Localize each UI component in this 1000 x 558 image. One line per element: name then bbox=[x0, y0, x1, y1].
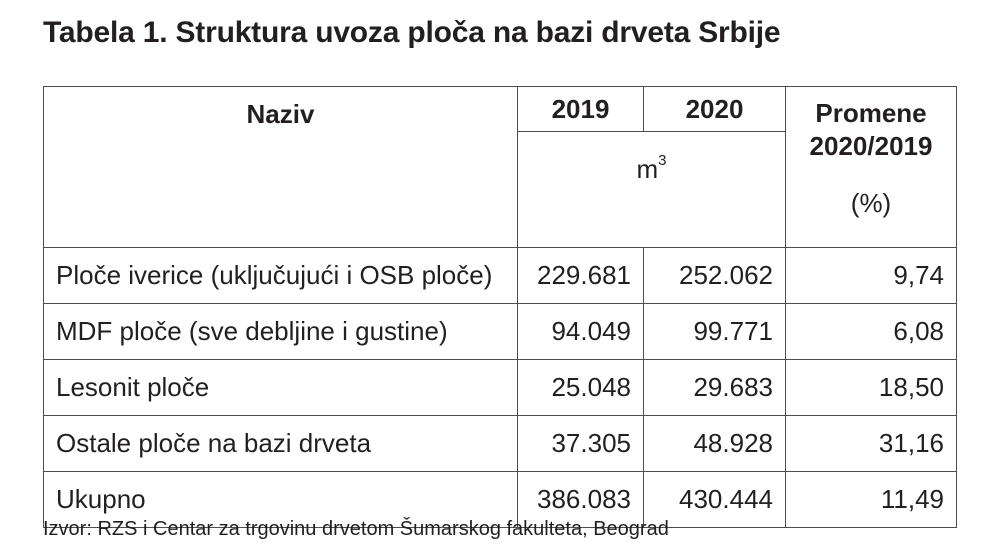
row-value-2019: 229.681 bbox=[518, 248, 644, 304]
row-name: Ostale ploče na bazi drveta bbox=[44, 416, 518, 472]
header-change-period: 2020/2019 bbox=[809, 131, 933, 161]
row-name: Lesonit ploče bbox=[44, 360, 518, 416]
import-structure-table bbox=[43, 86, 957, 528]
header-year-2020: 2020 bbox=[644, 87, 786, 132]
table-title: Tabela 1. Struktura uvoza ploča na bazi drveta Srbije bbox=[43, 16, 781, 49]
unit-cell bbox=[518, 132, 786, 248]
row-change: 9,74 bbox=[786, 248, 957, 304]
row-value-2019: 37.305 bbox=[518, 416, 644, 472]
header-change-label: Promene bbox=[815, 98, 927, 128]
table-row bbox=[44, 304, 957, 360]
row-value-2020: 430.444 bbox=[644, 472, 786, 528]
row-change: 31,16 bbox=[786, 416, 957, 472]
table-row bbox=[44, 416, 957, 472]
row-value-2020: 48.928 bbox=[644, 416, 786, 472]
row-name: MDF ploče (sve debljine i gustine) bbox=[44, 304, 518, 360]
row-change: 18,50 bbox=[786, 360, 957, 416]
table-row bbox=[44, 248, 957, 304]
row-value-2020: 29.683 bbox=[644, 360, 786, 416]
header-name: Naziv bbox=[44, 87, 518, 248]
header-change bbox=[786, 87, 957, 248]
header-row bbox=[44, 87, 957, 132]
unit-base: m bbox=[636, 154, 659, 184]
row-change: 6,08 bbox=[786, 304, 957, 360]
header-year-2019: 2019 bbox=[518, 87, 644, 132]
row-value-2020: 252.062 bbox=[644, 248, 786, 304]
header-change-unit: (%) bbox=[850, 188, 892, 218]
row-value-2019: 94.049 bbox=[518, 304, 644, 360]
table-row bbox=[44, 360, 957, 416]
row-value-2020: 99.771 bbox=[644, 304, 786, 360]
unit-exponent: 3 bbox=[658, 152, 667, 169]
row-change: 11,49 bbox=[786, 472, 957, 528]
row-name: Ploče iverice (uključujući i OSB ploče) bbox=[44, 248, 518, 304]
row-name: Ukupno bbox=[44, 472, 518, 528]
source-note: Izvor: RZS i Centar za trgovinu drvetom Šumarskog fakulteta, Beograd bbox=[43, 518, 669, 540]
row-value-2019: 25.048 bbox=[518, 360, 644, 416]
row-value-2019: 386.083 bbox=[518, 472, 644, 528]
